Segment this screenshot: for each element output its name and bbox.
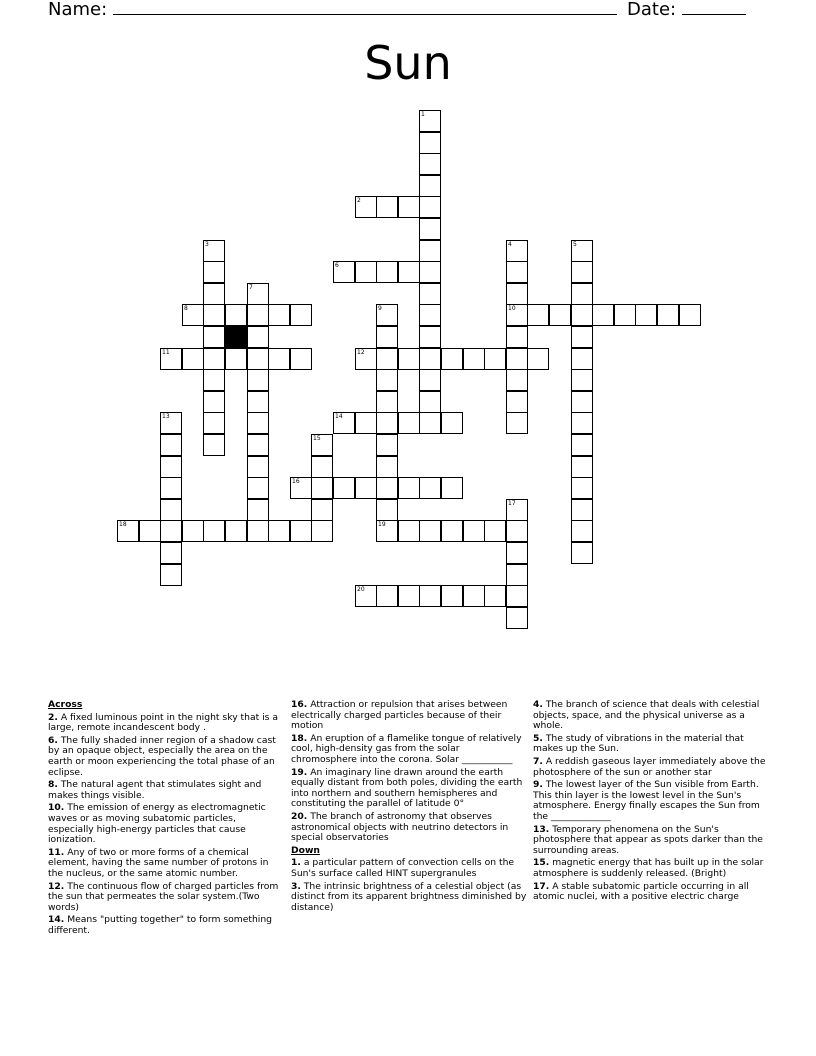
grid-cell[interactable] [247, 369, 269, 391]
grid-cell[interactable] [247, 456, 269, 478]
grid-cell[interactable] [355, 196, 377, 218]
grid-cell[interactable] [571, 304, 593, 326]
grid-cell[interactable] [376, 520, 398, 542]
grid-cell[interactable] [506, 391, 528, 413]
grid-cell[interactable] [268, 520, 290, 542]
grid-cell[interactable] [247, 477, 269, 499]
clue-down-5: 5. The study of vibrations in the material that makes up the Sun. [533, 732, 744, 755]
grid-cell[interactable] [160, 520, 182, 542]
grid-cell[interactable] [376, 391, 398, 413]
grid-cell[interactable] [182, 304, 204, 326]
grid-cell[interactable] [247, 326, 269, 348]
grid-cell[interactable] [398, 585, 420, 607]
grid-cell[interactable] [419, 477, 441, 499]
grid-cell[interactable] [571, 348, 593, 370]
clue-number: 11 [162, 349, 170, 356]
grid-cell[interactable] [247, 499, 269, 521]
clue-across-14: 14. Means "putting together" to form something different. [48, 914, 272, 936]
grid-cell[interactable] [441, 520, 463, 542]
grid-cell[interactable] [311, 520, 333, 542]
grid-cell[interactable] [203, 369, 225, 391]
grid-cell[interactable] [160, 477, 182, 499]
grid-cell[interactable] [441, 412, 463, 434]
grid-cell[interactable] [441, 477, 463, 499]
grid-cell[interactable] [160, 456, 182, 478]
grid-cell[interactable] [203, 304, 225, 326]
grid-cell[interactable] [463, 520, 485, 542]
date-label: Date: [627, 0, 677, 20]
grid-cell[interactable] [355, 477, 377, 499]
clue-number: 16 [292, 478, 300, 485]
grid-cell[interactable] [419, 153, 441, 175]
grid-cell[interactable] [247, 412, 269, 434]
grid-cell[interactable] [225, 348, 247, 370]
grid-cell[interactable] [419, 391, 441, 413]
grid-cell[interactable] [398, 261, 420, 283]
grid-cell[interactable] [333, 261, 355, 283]
clue-number: 6 [335, 262, 339, 269]
clue-number: 18 [119, 521, 127, 528]
grid-cell[interactable] [419, 304, 441, 326]
clue-number: 19 [378, 521, 386, 528]
clue-number: 14 [335, 413, 343, 420]
grid-cell[interactable] [182, 348, 204, 370]
grid-cell[interactable] [160, 434, 182, 456]
grid-cell[interactable] [441, 585, 463, 607]
clue-number: 3 [205, 241, 209, 248]
grid-cell[interactable] [463, 585, 485, 607]
grid-cell[interactable] [484, 348, 506, 370]
grid-cell[interactable] [160, 412, 182, 434]
grid-cell[interactable] [571, 391, 593, 413]
grid-cell[interactable] [441, 348, 463, 370]
grid-cell[interactable] [247, 391, 269, 413]
grid-cell[interactable] [419, 261, 441, 283]
grid-cell[interactable] [139, 520, 161, 542]
grid-cell[interactable] [203, 348, 225, 370]
grid-cell[interactable] [571, 434, 593, 456]
clue-across-12: 12. The continuous flow of charged particles from the sun that permeates the solar system.(Two words) [48, 880, 279, 913]
grid-cell[interactable] [203, 326, 225, 348]
grid-cell[interactable] [506, 369, 528, 391]
grid-cell[interactable] [290, 477, 312, 499]
clues-column-1 [48, 700, 284, 938]
clue-across-20: 20. The branch of astronomy that observes astronomical objects with neutrino detectors in special observatories [291, 810, 509, 844]
grid-cell[interactable] [333, 477, 355, 499]
clue-across-16: 16. Attraction or repulsion that arises between electrically charged particles because of their motion [291, 699, 508, 732]
grid-cell[interactable] [247, 283, 269, 305]
grid-cell[interactable] [225, 304, 247, 326]
clue-down-1: 1. a particular pattern of convection cells on the Sun's surface called HINT supergranules [291, 857, 515, 879]
grid-cell[interactable] [506, 412, 528, 434]
grid-cell[interactable] [419, 175, 441, 197]
grid-cell[interactable] [311, 477, 333, 499]
grid-cell[interactable] [571, 499, 593, 521]
grid-cell[interactable] [571, 261, 593, 283]
grid-cell[interactable] [506, 499, 528, 521]
grid-cell[interactable] [506, 326, 528, 348]
grid-cell[interactable] [376, 434, 398, 456]
grid-cell[interactable] [419, 283, 441, 305]
grid-cell[interactable] [506, 261, 528, 283]
grid-cell[interactable] [549, 304, 571, 326]
grid-cell[interactable] [311, 456, 333, 478]
grid-cell[interactable] [203, 283, 225, 305]
grid-cell[interactable] [290, 348, 312, 370]
grid-cell[interactable] [506, 520, 528, 542]
name-label: Name: [48, 0, 108, 20]
grid-cell[interactable] [376, 369, 398, 391]
grid-cell[interactable] [398, 412, 420, 434]
clue-number: 5 [573, 241, 577, 248]
grid-cell[interactable] [376, 412, 398, 434]
grid-cell[interactable] [571, 456, 593, 478]
grid-cell[interactable] [268, 304, 290, 326]
grid-cell[interactable] [290, 520, 312, 542]
grid-cell[interactable] [398, 477, 420, 499]
grid-cell[interactable] [571, 369, 593, 391]
grid-cell[interactable] [376, 477, 398, 499]
clue-number: 17 [508, 500, 516, 507]
clue-down-3: 3. The intrinsic brightness of a celestial object (as distinct from its apparent brightness diminished by distance) [291, 880, 527, 913]
down-heading: Down [291, 844, 320, 856]
grid-cell[interactable] [571, 240, 593, 262]
grid-cell[interactable] [333, 412, 355, 434]
grid-cell[interactable] [657, 304, 679, 326]
grid-cell[interactable] [355, 412, 377, 434]
grid-cell[interactable] [376, 326, 398, 348]
clue-down-9: 9. The lowest layer of the Sun visible from Earth. This thin layer is the lowest level in the Sun's atmosphere. Energy finally escapes the Sun from the _____________ [533, 779, 760, 822]
grid-cell[interactable] [247, 304, 269, 326]
grid-cell[interactable] [117, 520, 139, 542]
grid-cell[interactable] [419, 520, 441, 542]
grid-cell[interactable] [571, 520, 593, 542]
grid-cell[interactable] [571, 542, 593, 564]
grid-cell[interactable] [355, 348, 377, 370]
clue-across-19: 19. An imaginary line drawn around the earth equally distant from both poles, dividing the earth into northern and southern hemispheres and constituting the parallel of latitude 0° [291, 766, 523, 810]
clue-down-15: 15. magnetic energy that has built up in the solar atmosphere is suddenly released. (Bright) [533, 857, 764, 879]
grid-cell[interactable] [398, 348, 420, 370]
grid-cell[interactable] [419, 110, 441, 132]
clue-across-2: 2. A fixed luminous point in the night sky that is a large, remote incandescent body . [48, 711, 279, 734]
grid-cell[interactable] [679, 304, 701, 326]
clue-number: 20 [357, 586, 365, 593]
grid-cell[interactable] [463, 348, 485, 370]
grid-cell[interactable] [225, 520, 247, 542]
grid-cell[interactable] [376, 499, 398, 521]
grid-cell[interactable] [419, 412, 441, 434]
grid-cell[interactable] [355, 261, 377, 283]
grid-cell[interactable] [571, 412, 593, 434]
grid-cell[interactable] [376, 585, 398, 607]
grid-cell[interactable] [527, 348, 549, 370]
grid-cell[interactable] [160, 348, 182, 370]
grid-cell[interactable] [614, 304, 636, 326]
clue-across-6: 6. The fully shaded inner region of a shadow cast by an opaque object, especially the area on the earth or moon experiencing the total phase of an eclipse. [48, 734, 276, 778]
grid-cell[interactable] [398, 520, 420, 542]
across-heading: Across [48, 699, 83, 710]
grid-cell[interactable] [311, 434, 333, 456]
clue-across-11: 11. Any of two or more forms of a chemical element, having the same number of protons in the nucleus, or the same atomic number. [48, 846, 269, 879]
grid-cell[interactable] [247, 348, 269, 370]
clue-number: 12 [357, 349, 365, 356]
grid-cell[interactable] [527, 304, 549, 326]
grid-cell[interactable] [290, 304, 312, 326]
grid-cell[interactable] [419, 218, 441, 240]
grid-cell[interactable] [419, 326, 441, 348]
clue-down-17: 17. A stable subatomic particle occurring in all atomic nuclei, with a positive electric charge [533, 880, 749, 903]
clue-number: 9 [378, 305, 382, 312]
clue-number: 1 [421, 111, 425, 118]
clue-across-18: 18. An eruption of a flamelike tongue of relatively cool, high-density gas from the solar chromosphere into the corona. Solar ___________ [291, 732, 522, 765]
grid-cell[interactable] [571, 326, 593, 348]
grid-cell[interactable] [506, 304, 528, 326]
grid-cell[interactable] [592, 304, 614, 326]
clue-number: 8 [184, 305, 188, 312]
grid-cell[interactable] [203, 240, 225, 262]
grid-cell[interactable] [571, 477, 593, 499]
grid-cell[interactable] [203, 412, 225, 434]
grid-cell[interactable] [376, 456, 398, 478]
grid-cell[interactable] [484, 585, 506, 607]
grid-cell[interactable] [203, 434, 225, 456]
grid-cell[interactable] [160, 499, 182, 521]
clue-number: 7 [249, 284, 253, 291]
grid-cell[interactable] [419, 369, 441, 391]
clues-column-2 [291, 700, 527, 915]
grid-cell[interactable] [203, 391, 225, 413]
clue-across-8: 8. The natural agent that stimulates sight and makes things visible. [48, 779, 262, 801]
grid-cell[interactable] [419, 585, 441, 607]
grid-cell[interactable] [506, 240, 528, 262]
grid-cell[interactable] [635, 304, 657, 326]
clue-number: 4 [508, 241, 512, 248]
clues-column-3 [533, 700, 769, 905]
grid-cell[interactable] [160, 564, 182, 586]
grid-cell[interactable] [419, 240, 441, 262]
grid-cell[interactable] [419, 348, 441, 370]
grid-cell[interactable] [268, 348, 290, 370]
grid-block-cell [225, 326, 247, 348]
grid-cell[interactable] [376, 196, 398, 218]
grid-cell[interactable] [376, 304, 398, 326]
grid-cell[interactable] [506, 607, 528, 629]
grid-cell[interactable] [484, 520, 506, 542]
grid-cell[interactable] [247, 520, 269, 542]
clue-across-10: 10. The emission of energy as electromagnetic waves or as moving subatomic particles, especially high-energy particles that cause ionization. [48, 802, 266, 846]
grid-cell[interactable] [419, 132, 441, 154]
grid-cell[interactable] [398, 196, 420, 218]
grid-cell[interactable] [311, 499, 333, 521]
grid-cell[interactable] [506, 542, 528, 564]
grid-cell[interactable] [203, 261, 225, 283]
grid-cell[interactable] [376, 348, 398, 370]
clue-number: 10 [508, 305, 516, 312]
grid-cell[interactable] [182, 520, 204, 542]
puzzle-title: Sun [364, 36, 452, 90]
grid-cell[interactable] [376, 261, 398, 283]
grid-cell[interactable] [506, 585, 528, 607]
grid-cell[interactable] [571, 283, 593, 305]
grid-cell[interactable] [506, 348, 528, 370]
grid-cell[interactable] [355, 585, 377, 607]
grid-cell[interactable] [160, 542, 182, 564]
grid-cell[interactable] [506, 564, 528, 586]
clue-number: 2 [357, 197, 361, 204]
grid-cell[interactable] [506, 283, 528, 305]
clue-down-13: 13. Temporary phenomena on the Sun's photosphere that appear as spots darker than the surrounding areas. [533, 823, 763, 856]
clue-down-4: 4. The branch of science that deals with celestial objects, space, and the physical universe as a whole. [533, 699, 760, 732]
clue-number: 15 [313, 435, 321, 442]
grid-cell[interactable] [419, 196, 441, 218]
grid-cell[interactable] [247, 434, 269, 456]
grid-cell[interactable] [203, 520, 225, 542]
clue-down-7: 7. A reddish gaseous layer immediately above the photosphere of the sun or another star [533, 755, 766, 778]
clue-number: 13 [162, 413, 170, 420]
